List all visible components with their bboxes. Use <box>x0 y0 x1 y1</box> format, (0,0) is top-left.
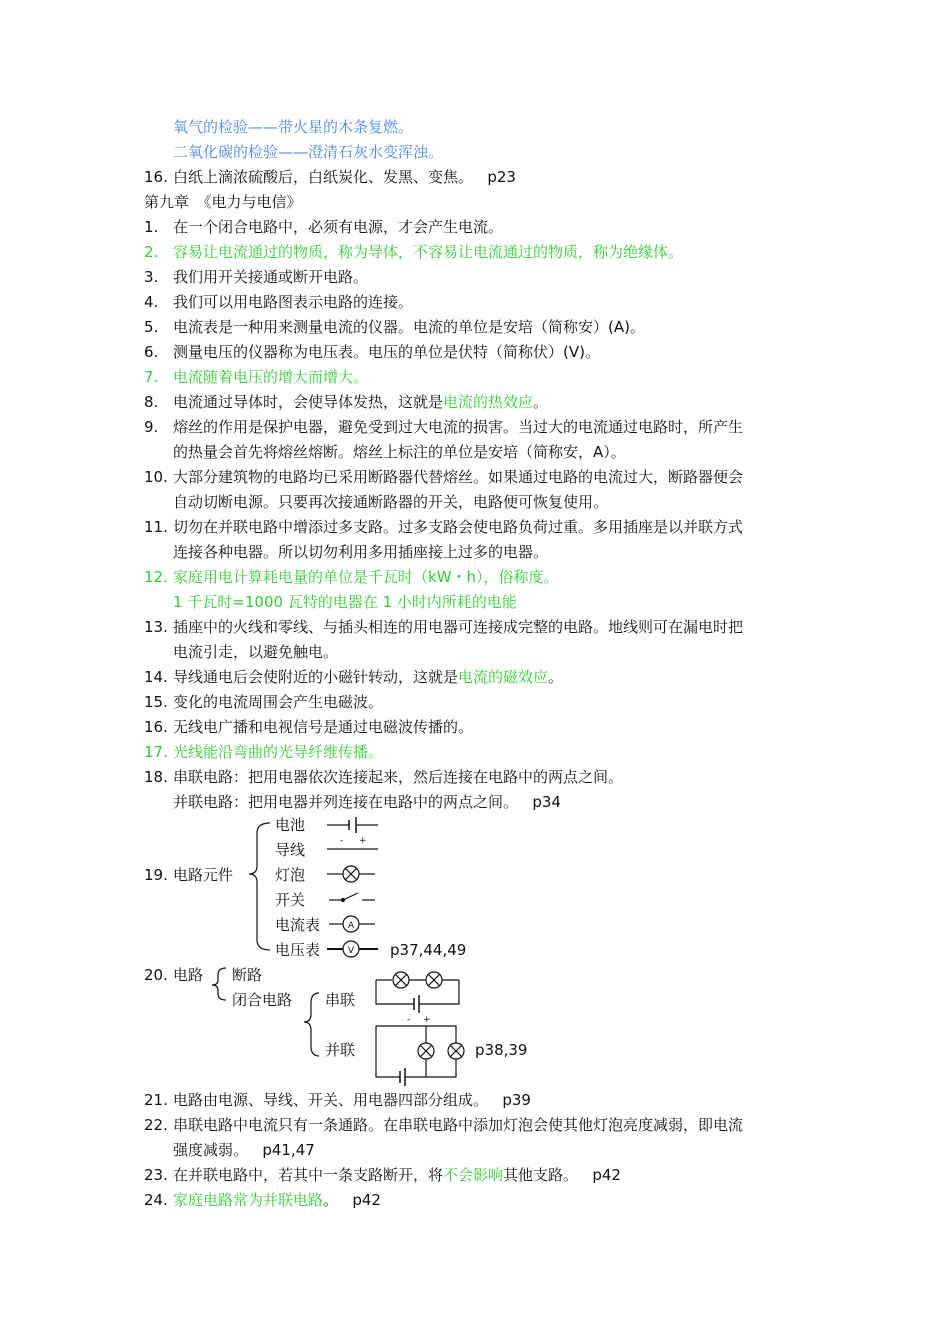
item-number: 1. <box>144 218 159 236</box>
item-number: 17. <box>144 743 168 761</box>
highlight-text: 不会影响 <box>443 1166 504 1184</box>
item-number: 12. <box>144 568 168 586</box>
item-number: 20. <box>144 966 168 984</box>
page-ref: p42 <box>592 1166 621 1184</box>
item-number: 5. <box>144 318 159 336</box>
item-number: 9. <box>144 418 159 436</box>
item-number: 13. <box>144 618 168 636</box>
bulb-symbol <box>327 866 375 882</box>
item-text: 强度减弱。 <box>173 1141 249 1159</box>
label-bulb: 灯泡 <box>275 866 306 884</box>
item-number: 11. <box>144 518 168 536</box>
label-battery: 电池 <box>275 816 306 834</box>
item-number: 8. <box>144 393 159 411</box>
item-text: 电流表是一种用来测量电流的仪器。电流的单位是安培（简称安）(A)。 <box>173 318 645 336</box>
page-ref: p38,39 <box>475 1041 528 1059</box>
circuits-title: 电路 <box>173 966 204 984</box>
item-number: 22. <box>144 1116 168 1134</box>
page-ref: p37,44,49 <box>390 941 467 959</box>
item-21 <box>144 1088 531 1113</box>
label-ammeter: 电流表 <box>275 916 321 934</box>
item-text: 电流随着电压的增大而增大。 <box>173 368 369 386</box>
item-number: 16. <box>144 718 168 736</box>
item-text: 串联电路：把用电器依次连接起来，然后连接在电路中的两点之间。 <box>173 768 624 786</box>
parallel-minus-sign: - <box>407 1015 411 1025</box>
item-text: 在一个闭合电路中，必须有电源，才会产生电流。 <box>173 218 504 236</box>
item-10-cont: 自动切断电源。只要再次接通断路器的开关，电路便可恢复使用。 <box>173 493 609 511</box>
item-text-end: 其他支路。 <box>503 1166 579 1184</box>
item-text: 我们用开关接通或断开电路。 <box>173 268 369 286</box>
label-series: 串联 <box>325 991 356 1009</box>
item-number: 4. <box>144 293 159 311</box>
item-number: 18. <box>144 768 168 786</box>
item-text: 我们可以用电路图表示电路的连接。 <box>173 293 414 311</box>
page-ref: p39 <box>502 1091 531 1109</box>
page-ref: p42 <box>352 1191 381 1209</box>
item-24 <box>144 1188 381 1213</box>
item-22-cont <box>173 1138 315 1163</box>
circuit-brace <box>212 968 226 1000</box>
item-text: 家庭用电计算耗电量的单位是千瓦时（kW・h），俗称度。 <box>173 568 559 586</box>
voltmeter-letter: V <box>347 946 355 956</box>
item-text-end: 。 <box>533 393 549 411</box>
item-9-cont: 的热量会首先将熔丝熔断。熔丝上标注的单位是安培（简称安，A）。 <box>173 443 626 461</box>
item-number: 6. <box>144 343 159 361</box>
switch-symbol <box>329 893 375 902</box>
item-text: 白纸上滴浓硫酸后，白纸炭化、发黑、变焦。 <box>173 168 474 186</box>
item-number: 23. <box>144 1166 168 1184</box>
parallel-circuit-diagram <box>376 1026 464 1086</box>
highlight-text: 家庭电路常为并联电路 <box>173 1191 324 1209</box>
item-text: 插座中的火线和零线、与插头相连的用电器可连接成完整的电路。地线则可在漏电时把 <box>173 618 744 636</box>
battery-plus-sign: + <box>359 836 367 846</box>
item-number: 7. <box>144 368 159 386</box>
item-text: 并联电路：把用电器并列连接在电路中的两点之间。 <box>173 793 519 811</box>
item-23 <box>144 1163 621 1188</box>
item-number: 15. <box>144 693 168 711</box>
oxygen-test-line: 氧气的检验——带火星的木条复燃。 <box>173 118 414 136</box>
item-text: 熔丝的作用是保护电器，避免受到过大电流的损害。当过大的电流通过电路时，所产生 <box>173 418 744 436</box>
label-closed-circuit: 闭合电路 <box>232 991 293 1009</box>
label-wire: 导线 <box>275 841 306 859</box>
label-voltmeter: 电压表 <box>275 941 321 959</box>
battery-symbol <box>327 817 378 833</box>
highlight-text: 电流的磁效应 <box>458 668 549 686</box>
item-text: 测量电压的仪器称为电压表。电压的单位是伏特（简称伏）(V)。 <box>173 343 600 361</box>
ammeter-letter: A <box>347 921 355 931</box>
page-ref: p23 <box>487 168 516 186</box>
item-text: 变化的电流周围会产生电磁波。 <box>173 693 384 711</box>
item-text: 大部分建筑物的电路均已采用断路器代替熔丝。如果通过电路的电流过大，断路器便会 <box>173 468 744 486</box>
closed-brace <box>304 993 319 1056</box>
series-circuit-diagram <box>376 972 459 1013</box>
components-title: 电路元件 <box>173 866 234 884</box>
item-text: 电路由电源、导线、开关、用电器四部分组成。 <box>173 1091 489 1109</box>
item-text: 在并联电路中，若其中一条支路断开，将 <box>173 1166 444 1184</box>
page-ref: p41,47 <box>262 1141 315 1159</box>
item-22 <box>144 1113 743 1138</box>
highlight-text: 电流的热效应 <box>443 393 534 411</box>
item-number: 24. <box>144 1191 168 1209</box>
page-ref: p34 <box>532 793 561 811</box>
item-text-end: 。 <box>323 1191 339 1209</box>
item-number: 14. <box>144 668 168 686</box>
item-text: 导线通电后会使附近的小磁针转动，这就是 <box>173 668 459 686</box>
label-open-circuit: 断路 <box>232 966 263 984</box>
item-13-cont: 电流引走，以避免触电。 <box>173 643 339 661</box>
components-brace <box>249 823 270 950</box>
item-text: 电流通过导体时，会使导体发热，这就是 <box>173 393 444 411</box>
item-text: 切勿在并联电路中增添过多支路。过多支路会使电路负荷过重。多用插座是以并联方式 <box>173 518 744 536</box>
item-number: 21. <box>144 1091 168 1109</box>
item-text: 串联电路中电流只有一条通路。在串联电路中添加灯泡会使其他灯泡亮度减弱，即电流 <box>173 1116 744 1134</box>
parallel-plus-sign: + <box>423 1015 431 1025</box>
item-number: 3. <box>144 268 159 286</box>
label-parallel: 并联 <box>325 1041 356 1059</box>
battery-minus-sign: - <box>340 836 344 846</box>
item-number: 19. <box>144 866 168 884</box>
chapter-title: 第九章 《电力与电信》 <box>144 193 302 211</box>
item-text: 光线能沿弯曲的光导纤维传播。 <box>173 743 384 761</box>
item-12-cont: 1 千瓦时=1000 瓦特的电器在 1 小时内所耗的电能 <box>173 593 517 611</box>
item-text: 容易让电流通过的物质，称为导体，不容易让电流通过的物质，称为绝缘体。 <box>173 243 684 261</box>
item-number: 10. <box>144 468 168 486</box>
item-text-end: 。 <box>548 668 564 686</box>
item-text: 无线电广播和电视信号是通过电磁波传播的。 <box>173 718 474 736</box>
item-11-cont: 连接各种电器。所以切勿利用多用插座接上过多的电器。 <box>173 543 549 561</box>
co2-test-line: 二氧化碳的检验——澄清石灰水变浑浊。 <box>173 143 444 161</box>
item-number: 2. <box>144 243 159 261</box>
label-switch: 开关 <box>275 891 306 909</box>
item-number: 16. <box>144 168 168 186</box>
